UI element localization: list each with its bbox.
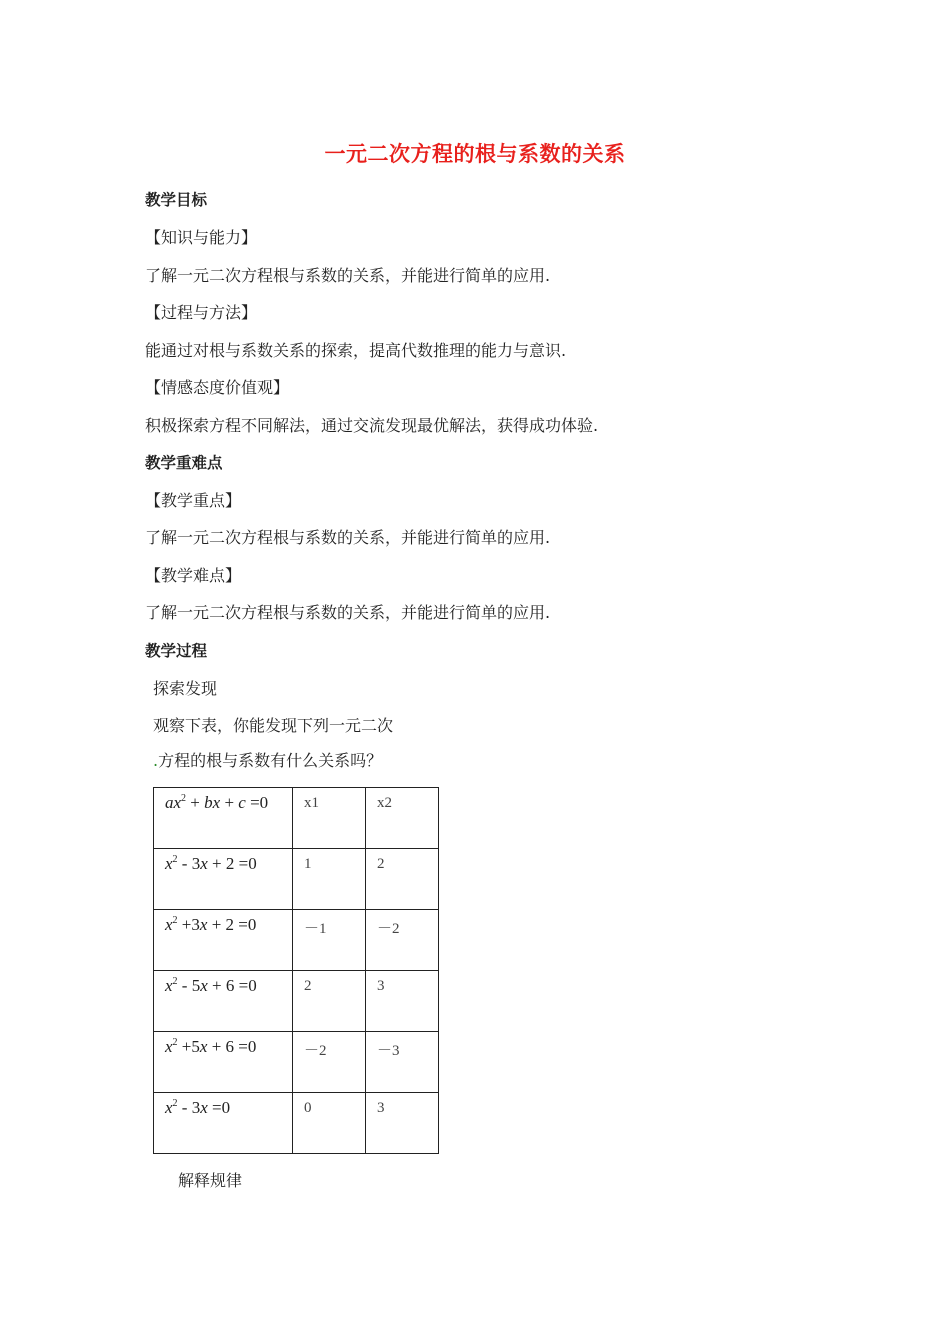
table-x2: 3 xyxy=(366,1093,439,1154)
table-x2: －3 xyxy=(366,1032,439,1093)
table-equation: $x^2 +3x + 2 =0$ xyxy=(154,910,293,971)
knowledge-label: 【知识与能力】 xyxy=(145,228,258,247)
table-x1: －2 xyxy=(293,1032,366,1093)
explain-heading: 解释规律 xyxy=(178,1171,243,1190)
marker-dot: . xyxy=(153,751,159,770)
keypoints-heading: 教学重难点 xyxy=(145,454,223,472)
observe-line-2-text: 方程的根与系数有什么关系吗？ xyxy=(158,751,383,770)
table-header-x2: x2 xyxy=(366,788,439,849)
table-equation: $x^2 - 5x + 6 =0$ xyxy=(154,971,293,1032)
table-x2: 2 xyxy=(366,849,439,910)
difficulty-label: 【教学难点】 xyxy=(145,566,242,585)
roots-table xyxy=(153,787,439,1154)
key-label: 【教学重点】 xyxy=(145,491,242,510)
difficulty-text: 了解一元二次方程根与系数的关系，并能进行简单的应用. xyxy=(145,603,551,622)
table-row xyxy=(154,910,439,971)
table-x1: －1 xyxy=(293,910,366,971)
process-text: 能通过对根与系数关系的探索，提高代数推理的能力与意识. xyxy=(145,341,567,360)
explore-heading: 探索发现 xyxy=(153,679,218,698)
knowledge-text-part-a: 了解一元二次方程根与系数的关 xyxy=(145,266,370,285)
table-equation: $x^2 - 3x + 2 =0$ xyxy=(154,849,293,910)
observe-line-1: 观察下表，你能发现下列一元二次 xyxy=(153,716,394,735)
attitude-label: 【情感态度价值观】 xyxy=(145,378,290,397)
knowledge-text xyxy=(145,266,550,286)
table-header-equation: $ax^2$ + bx + c =0 xyxy=(154,788,293,849)
table-header-x1: x1 xyxy=(293,788,366,849)
table-x2: －2 xyxy=(366,910,439,971)
table-x1: 1 xyxy=(293,849,366,910)
key-text: 了解一元二次方程根与系数的关系，并能进行简单的应用. xyxy=(145,528,551,547)
process-heading: 教学过程 xyxy=(145,642,208,660)
document-title: 一元二次方程的根与系数的关系 xyxy=(324,142,626,166)
goals-heading: 教学目标 xyxy=(145,191,208,209)
table-x1: 0 xyxy=(293,1093,366,1154)
knowledge-text-part-b: 系，并能进行简单的应用. xyxy=(369,266,551,285)
table-row xyxy=(154,971,439,1032)
table-row xyxy=(154,1032,439,1093)
table-row xyxy=(154,1093,439,1154)
observe-line-2 xyxy=(153,751,382,771)
attitude-text: 积极探索方程不同解法，通过交流发现最优解法，获得成功体验. xyxy=(145,416,599,435)
table-x1: 2 xyxy=(293,971,366,1032)
process-label: 【过程与方法】 xyxy=(145,303,258,322)
table-row xyxy=(154,849,439,910)
table-equation: $x^2 +5x + 6 =0$ xyxy=(154,1032,293,1093)
table-equation: $x^2 - 3x =0$ xyxy=(154,1093,293,1154)
table-header-row xyxy=(154,788,439,849)
table-x2: 3 xyxy=(366,971,439,1032)
